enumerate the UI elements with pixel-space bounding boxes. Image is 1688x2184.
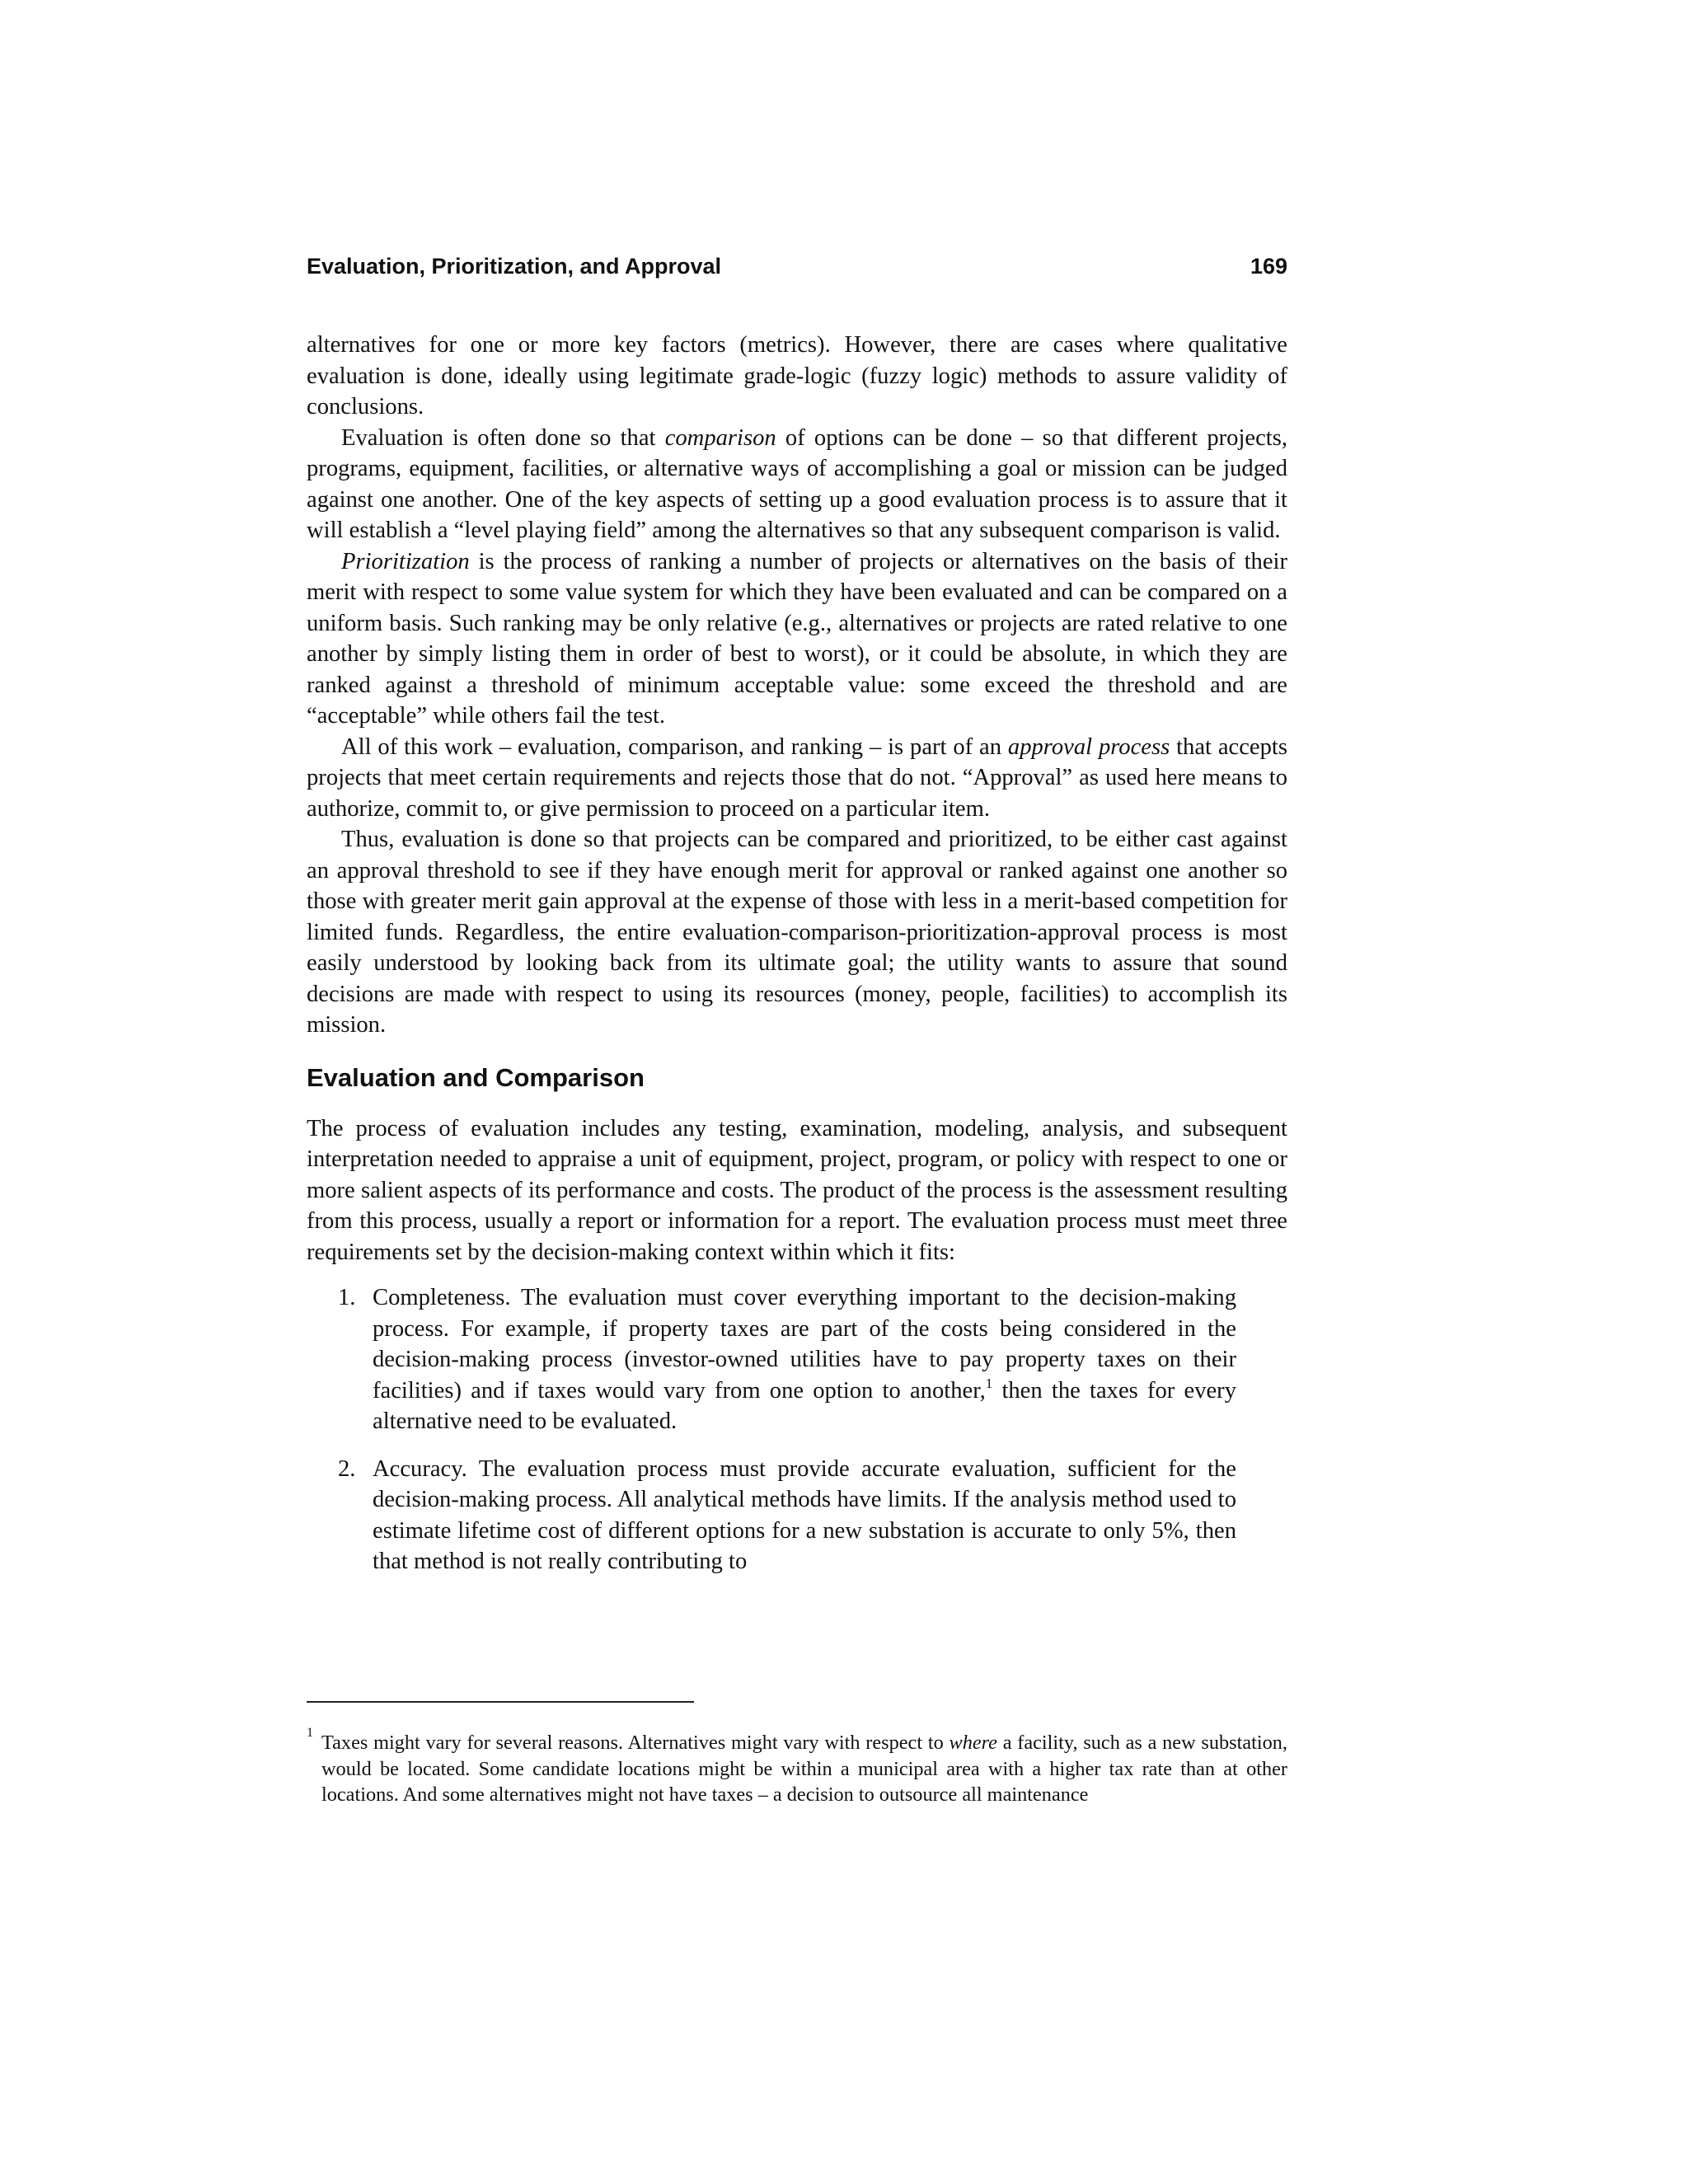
paragraph-1: alternatives for one or more key factors (metrics). However, there are cases where qualitative evaluation is done, ideally using legitimate grade-logic (fuzzy logic) methods to assure validity of conclusions. [307,332,1287,419]
footnote-reference: 1 [985,1375,993,1391]
paragraph-3-emphasis: Prioritization [341,548,470,574]
section-heading: Evaluation and Comparison [307,1062,645,1092]
list-item-text: Completeness. The evaluation must cover everything important to the decision-making process. For example, if property taxes are part of the costs being considered in the decision-making process (investor-owned utilities have to pay property taxes on their facilities) and if taxes would vary from one option to another, [373,1285,1236,1404]
paragraph-2-text-a: Evaluation is often done so that [341,424,665,451]
requirements-list [307,1282,1287,1577]
paragraph-3-text: is the process of ranking a number of projects or alternatives on the basis of their merit with respect to some value system for which they have been evaluated and can be compared on a uniform basis. Such ranking may be only relative (e.g., alternatives or projects are rated relative to one another by simply listing them in order of best to worst), or it could be absolute, in which they are ranked against a threshold of minimum acceptable value: some exceed the threshold and are “acceptable” while others fail the test. [307,548,1287,729]
paragraph-4 [307,732,1287,825]
list-item-text: Accuracy. The evaluation process must provide accurate evaluation, sufficient for the decision-making process. All analytical methods have limits. If the analysis method used to estimate lifetime cost of different options for a new substation is accurate to only 5%, then that method is not really contributing to [373,1455,1236,1574]
chapter-title: Evaluation, Prioritization, and Approval [307,254,722,279]
paragraph-2-emphasis: comparison [664,424,776,451]
paragraph-5: Thus, evaluation is done so that projects can be compared and prioritized, to be either cast against an approval threshold to see if they have enough merit for approval or ranked against one another so those with greater merit gain approval at the expense of those with less in a merit-based competition for limited funds. Regardless, the entire evaluation-comparison-prioritization-approval process is most easily understood by looking back from its ultimate goal; the utility wants to assure that sound decisions are made with respect to using its resources (money, people, facilities) to accomplish its mission. [307,827,1287,1038]
footnote-mark: 1 [307,1726,313,1740]
footnote-text [307,1726,1287,1808]
footnote-text-a: Taxes might vary for several reasons. Alternatives might vary with respect to [321,1732,950,1754]
paragraph-3 [307,546,1287,732]
footnote-divider [307,1701,694,1703]
running-header [307,254,1287,287]
footnote [307,1726,1287,1808]
paragraph-4-text-a: All of this work – evaluation, comparison, and ranking – is part of an [341,733,1008,760]
body-text [307,330,1287,1594]
paragraph-4-text-b: that accepts projects that meet certain requirements and rejects those that do not. “Approval” as used here means to authorize, commit to, or give permission to proceed on a particular item. [307,733,1287,822]
list-item-text-continued: then the taxes for every alternative need to be evaluated. [373,1377,1237,1434]
list-item [307,1282,1287,1437]
footnote-text-b: a facility, such as a new substation, would be located. Some candidate locations might be within a municipal area with a higher tax rate than at other locations. And some alternatives might not have taxes – a decision to outsource all maintenance [321,1732,1287,1806]
list-item-number: 1. [338,1285,356,1310]
section-intro: The process of evaluation includes any testing, examination, modeling, analysis, and subsequent interpretation needed to appraise a unit of equipment, project, program, or policy with respect to one or more salient aspects of its performance and costs. The product of the process is the assessment resulting from this process, usually a report or information for a report. The evaluation process must meet three requirements set by the decision-making context within which it fits: [307,1115,1287,1265]
paragraph-2 [307,423,1287,546]
footnote-emphasis: where [949,1732,997,1754]
list-item [307,1454,1287,1577]
paragraph-4-emphasis: approval process [1007,733,1170,760]
list-item-number: 2. [338,1455,356,1482]
paragraph-2-text-b: of options can be done – so that different projects, programs, equipment, facilities, or alternative ways of accomplishing a goal or mission can be judged against one another. One of the key aspects of setting up a good evaluation process is to assure that it will establish a “level playing field” among the alternatives so that any subsequent comparison is valid. [307,424,1288,543]
page-number: 169 [1250,254,1287,279]
